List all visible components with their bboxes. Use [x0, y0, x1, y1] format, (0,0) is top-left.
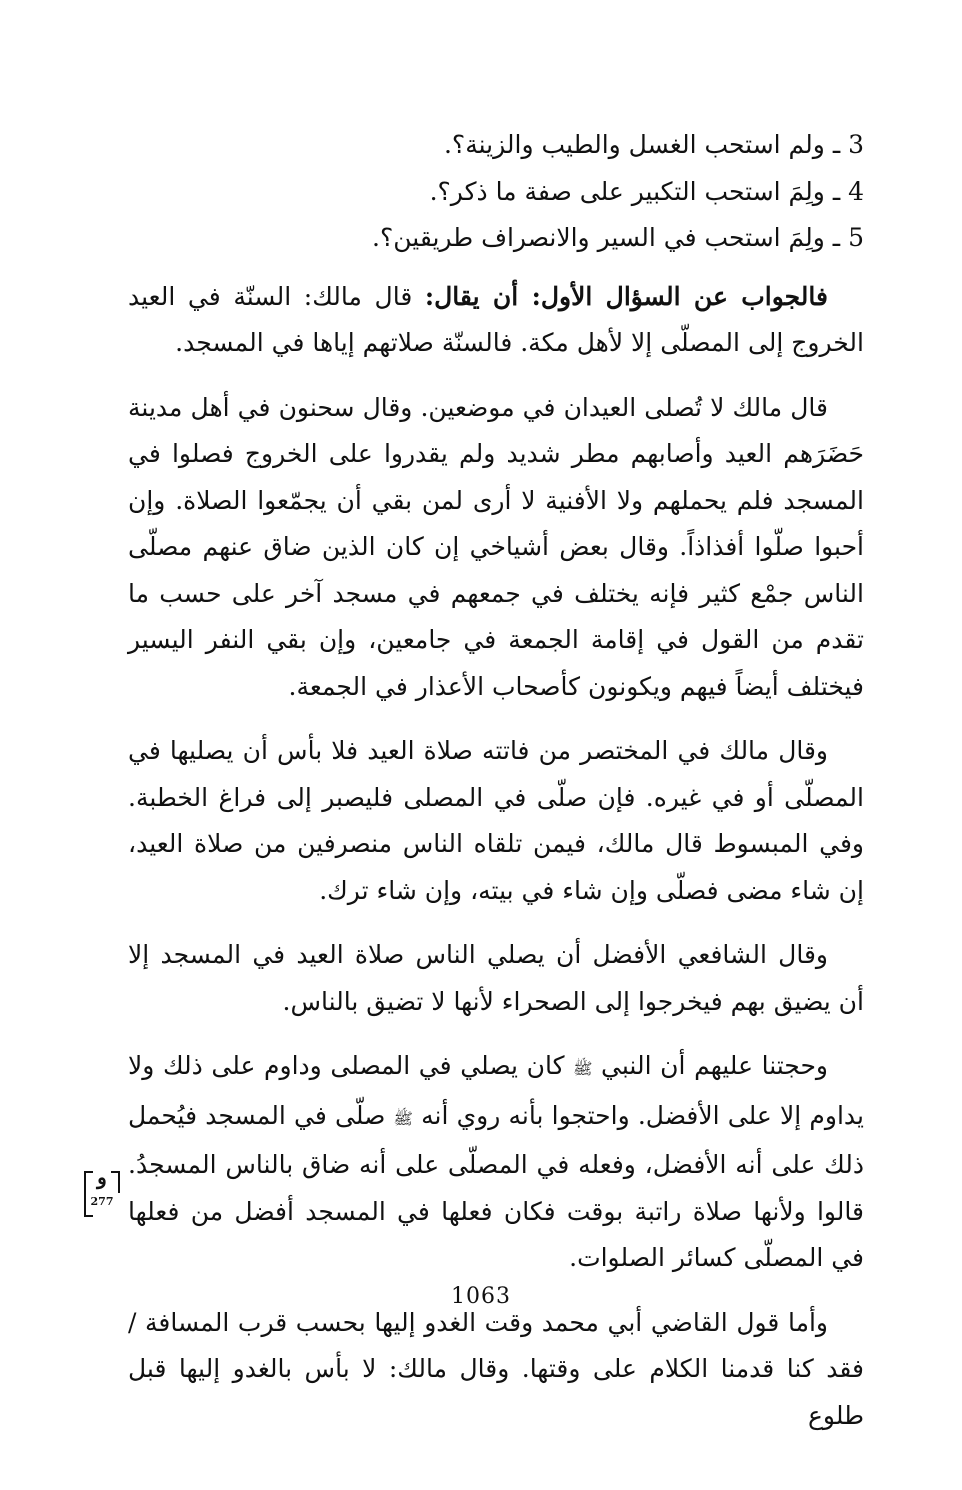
- answer-lead: فالجواب عن السؤال الأول: أن يقال:: [424, 281, 828, 311]
- hujja-part-1: وحجتنا عليهم أن النبي: [601, 1051, 828, 1080]
- manuscript-folio-marker: [84, 1165, 120, 1217]
- hujja-part-2: كان يصلي في المصلى وداوم على ذلك ولا يداوم إلا على الأفضل. واحتجوا بأنه روي أنه: [128, 1051, 864, 1130]
- page-body: [128, 122, 864, 1457]
- hujja-part-3: صلّى في المسجد فيُحمل ذلك على أنه الأفضل، وفعله في المصلّى على أنه ضاق بالناس المسجدُ. قالوا ولأنها صلاة راتبة بوقت فكان فعلها في المسجد أفضل من فعلها في المصلّى كسائر الصلوات.: [128, 1100, 864, 1272]
- question-3: 3 ـ ولم استحب الغسل والطيب والزينة؟.: [443, 130, 864, 159]
- paragraph-qadi: وأما قول القاضي أبي محمد وقت الغدو إليها بحسب قرب المسافة / فقد كنا قدمنا الكلام على وقتها. وقال مالك: لا بأس بالغدو إليها قبل طلوع: [128, 1307, 864, 1430]
- marker-letter: و: [97, 1165, 107, 1189]
- question-5: 5 ـ ولِمَ استحب في السير والانصراف طريقين؟.: [372, 223, 864, 252]
- answer-intro-paragraph: [128, 274, 864, 367]
- salla-glyph-1: ﷺ: [573, 1059, 593, 1078]
- page-number: 1063: [451, 1284, 511, 1309]
- paragraph-hujja: [128, 1043, 864, 1282]
- paragraph-malik-two-places: قال مالك لا تُصلى العيدان في موضعين. وقال سحنون في أهل مدينة حَضَرَهم العيد وأصابهم مطر شديد ولم يقدروا على الخروج فصلوا في المسجد فلم يحملهم ولا الأفنية لا أرى لمن بقي أن يجمّعوا الصلاة. وإن أحبوا صلّوا أفذاذاً. وقال بعض أشياخي إن كان الذين ضاق عنهم مصلّى الناس جمْع كثير فإنه يختلف في جمعهم في مسجد آخر على حسب ما تقدم من القول في إقامة الجمعة في جامعين، وإن بقي النفر اليسير فيختلف أيضاً فيهم ويكونون كأصحاب الأعذار في الجمعة.: [128, 392, 864, 701]
- answer-lead-rest: قال مالك: السنّة في العيد الخروج إلى المصلّى إلا لأهل مكة. فالسنّة صلاتهم إياها في المسجد.: [128, 281, 864, 357]
- salla-glyph-2: ﷺ: [393, 1108, 413, 1128]
- marker-folio-number: 277: [90, 1195, 114, 1208]
- paragraph-mukhtasar: وقال مالك في المختصر من فاتته صلاة العيد فلا بأس أن يصليها في المصلّى أو في غيره. فإن صلّى في المصلى فليصبر إلى فراغ الخطبة. وفي المبسوط قال مالك، فيمن تلقاه الناس منصرفين من صلاة العيد، إن شاء مضى فصلّى وإن شاء في بيته، وإن شاء ترك.: [128, 736, 864, 905]
- paragraph-shafii: وقال الشافعي الأفضل أن يصلي الناس صلاة العيد في المسجد إلا أن يضيق بهم فيخرجوا إلى الصحراء لأنها لا تضيق بالناس.: [128, 940, 864, 1016]
- question-list: [128, 122, 864, 262]
- question-4: 4 ـ ولِمَ استحب التكبير على صفة ما ذكر؟.: [429, 176, 864, 206]
